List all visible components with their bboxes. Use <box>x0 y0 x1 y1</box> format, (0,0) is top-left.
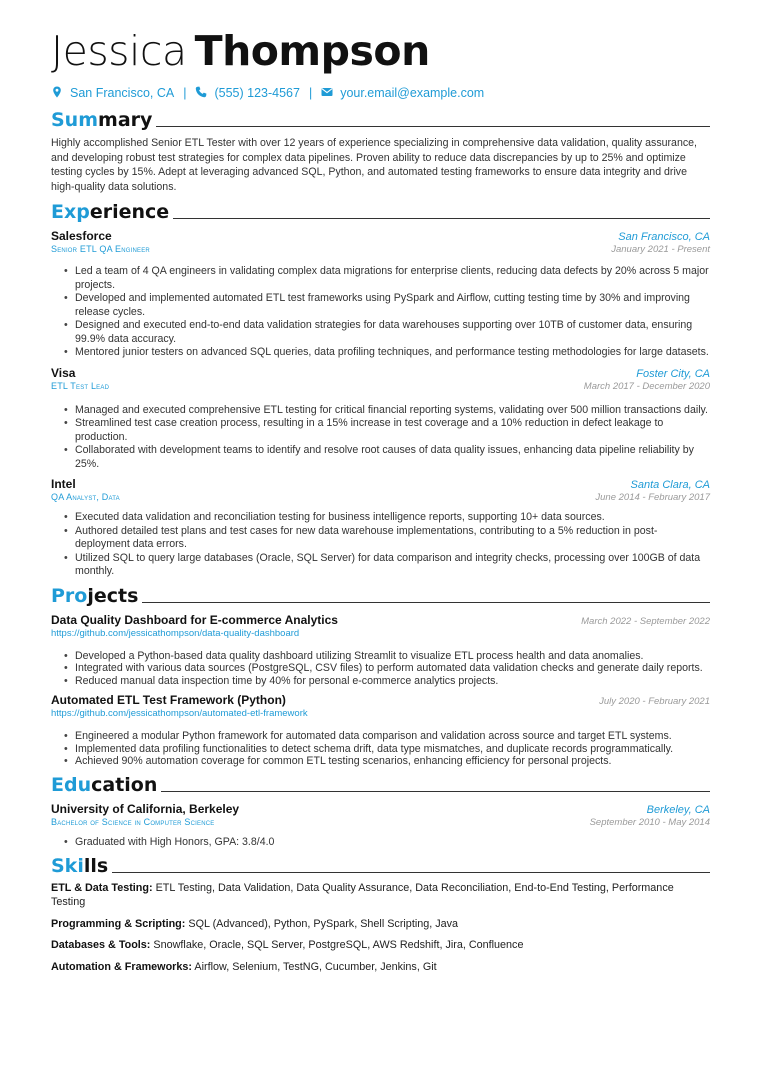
skill-category: Automation & Frameworks: <box>51 960 192 973</box>
section-title: Summary <box>51 109 153 131</box>
skill-row <box>51 881 710 909</box>
phone-text: (555) 123-4567 <box>214 86 300 100</box>
list-item: • Implemented data profiling functionalities to detect schema drift, data type mismatches, and duplicate records programmatically. <box>75 743 710 756</box>
envelope-icon <box>321 86 340 101</box>
education-dates: September 2010 - May 2014 <box>589 816 710 828</box>
section-title: Skills <box>51 855 109 877</box>
job-subheader <box>51 492 710 506</box>
section-divider <box>161 791 710 792</box>
school-name: University of California, Berkeley <box>51 801 240 816</box>
section-title: Projects <box>51 584 139 607</box>
phone-icon <box>195 86 214 101</box>
skill-category: Databases & Tools: <box>51 939 151 951</box>
job-dates: March 2017 - December 2020 <box>583 380 710 392</box>
contact-line <box>51 85 710 101</box>
summary-heading <box>51 107 710 131</box>
list-item: • Engineered a modular Python framework for automated data comparison and validation across source and target ETL systems. <box>75 730 710 743</box>
section-divider <box>112 872 710 873</box>
section-title: Experience <box>51 201 170 223</box>
job-header <box>51 229 710 244</box>
job-location: Foster City, CA <box>636 367 710 380</box>
projects-list <box>51 613 710 768</box>
summary-text: Highly accomplished Senior ETL Tester with over 12 years of experience specializing in comprehensive data validation, quality assurance, and developing robust test strategies for complex data pipelines. Proven ability to reduce data discrepancies by up to 25% and optimize testing cycles by 15%. Adept at leveraging advanced SQL, Python, and automated testing frameworks to ensure data integrity and drive high-quality data solutions. <box>51 137 697 193</box>
project-name: Automated ETL Test Framework (Python) <box>51 693 286 707</box>
job-subheader <box>51 244 710 258</box>
skill-values: Airflow, Selenium, TestNG, Cucumber, Jenkins, Git <box>194 960 437 973</box>
job-location: San Francisco, CA <box>618 231 710 243</box>
school-location: Berkeley, CA <box>646 803 710 816</box>
job-title: QA Analyst, Data <box>51 492 120 502</box>
list-item: • Integrated with various data sources (PostgreSQL, CSV files) to perform automated data validation checks and generate daily reports. <box>75 662 710 675</box>
job-title: ETL Test Lead <box>51 380 110 391</box>
email-text: your.email@example.com <box>340 86 485 100</box>
project-link[interactable]: https://github.com/jessicathompson/data-quality-dashboard <box>51 627 300 639</box>
job-entry <box>51 229 710 360</box>
degree-name: Bachelor of Science in Computer Science <box>51 816 215 827</box>
skill-values: SQL (Advanced), Python, PySpark, Shell Scripting, Java <box>188 917 459 930</box>
section-title: Education <box>51 773 158 796</box>
list-item: • Streamlined test case creation process, resulting in a 15% increase in test coverage and a 10% reduction in defect leakage to production. <box>75 417 710 444</box>
skill-category: ETL & Data Testing: <box>51 882 153 894</box>
list-item: • Designed and executed end-to-end data validation strategies for data warehouses supporting over 10TB of customer data, ensuring 99.9% data accuracy. <box>75 319 710 346</box>
job-location: Santa Clara, CA <box>630 479 710 491</box>
job-subheader <box>51 381 710 395</box>
project-dates: July 2020 - February 2021 <box>599 696 710 707</box>
experience-heading <box>51 199 710 223</box>
company-name: Salesforce <box>51 229 112 243</box>
job-bullets <box>51 404 710 472</box>
list-item: • Collaborated with development teams to identify and resolve root causes of data quality issues, enhancing data pipeline reliability by 25%. <box>75 444 710 471</box>
list-item: • Reduced manual data inspection time by 40% for personal e-commerce analytics projects. <box>75 675 710 688</box>
list-item: • Authored detailed test plans and test cases for new data warehouse implementations, contributing to a 5% reduction in post-deployment data errors. <box>75 525 710 552</box>
list-item: • Developed a Python-based data quality dashboard utilizing Streamlit to visualize ETL process health and data anomalies. <box>75 650 710 663</box>
list-item: • Executed data validation and reconciliation testing for business intelligence reports, supporting 10+ data sources. <box>75 511 710 525</box>
company-name: Intel <box>51 477 76 491</box>
list-item: • Utilized SQL to query large databases (Oracle, SQL Server) for data comparison and integrity checks, processing over 100GB of data monthly. <box>75 552 710 579</box>
candidate-name <box>51 28 710 74</box>
education-bullets <box>51 836 710 850</box>
job-entry <box>51 477 710 579</box>
project-header <box>51 693 710 708</box>
skill-category: Programming & Scripting: <box>51 917 186 930</box>
job-dates: January 2021 - Present <box>611 244 710 255</box>
project-link[interactable]: https://github.com/jessicathompson/automated-etl-framework <box>51 708 308 719</box>
skill-row <box>51 938 710 952</box>
location-text: San Francisco, CA <box>70 86 175 100</box>
list-item: • Developed and implemented automated ETL test frameworks using PySpark and Airflow, cutting testing time by 30% and improving release cycles. <box>75 292 710 319</box>
project-subheader <box>51 628 710 642</box>
project-dates: March 2022 - September 2022 <box>581 615 710 627</box>
section-divider <box>156 126 710 127</box>
project-header <box>51 613 710 628</box>
list-item: • Managed and executed comprehensive ETL testing for critical financial reporting systems, validating over 500 million transactions daily. <box>75 404 710 418</box>
map-marker-icon <box>51 86 70 101</box>
education-entry <box>51 802 710 850</box>
last-name: Thompson <box>194 27 430 75</box>
skill-row <box>51 917 710 931</box>
job-dates: June 2014 - February 2017 <box>595 492 710 503</box>
skills-list <box>51 881 710 974</box>
skill-values: Snowflake, Oracle, SQL Server, PostgreSQL, AWS Redshift, Jira, Confluence <box>153 939 524 951</box>
job-bullets <box>51 265 710 360</box>
company-name: Visa <box>51 365 76 380</box>
list-item: • Led a team of 4 QA engineers in validating complex data migrations for enterprise clients, reducing data defects by 20% across 5 major projects. <box>75 265 710 292</box>
skills-heading <box>51 853 710 877</box>
contact-location <box>51 86 174 101</box>
job-entry <box>51 366 710 472</box>
projects-heading <box>51 583 710 607</box>
job-header <box>51 366 710 381</box>
contact-separator: | <box>183 86 187 100</box>
section-divider <box>142 602 710 603</box>
list-item: • Mentored junior testers on advanced SQL queries, data profiling techniques, and performance testing methodologies for large datasets. <box>75 346 710 360</box>
contact-phone[interactable] <box>195 86 299 101</box>
contact-separator: | <box>308 86 313 100</box>
project-subheader <box>51 708 710 722</box>
first-name: Jessica <box>51 27 187 75</box>
contact-email[interactable] <box>321 86 484 101</box>
project-name: Data Quality Dashboard for E-commerce Analytics <box>51 612 338 627</box>
project-bullets <box>51 730 710 768</box>
list-item: • Achieved 90% automation coverage for common ETL testing scenarios, enhancing efficiency for personal projects. <box>75 755 710 768</box>
section-divider <box>173 218 710 219</box>
skill-row <box>51 960 710 974</box>
project-entry <box>51 613 710 688</box>
project-bullets <box>51 650 710 688</box>
list-item: • Graduated with High Honors, GPA: 3.8/4.0 <box>75 836 710 850</box>
experience-list <box>51 229 710 579</box>
skill-values: ETL Testing, Data Validation, Data Quality Assurance, Data Reconciliation, End-to-End Testing, Performance Testing <box>51 882 674 908</box>
job-header <box>51 477 710 492</box>
project-entry <box>51 693 710 768</box>
job-bullets <box>51 511 710 579</box>
job-title: Senior ETL QA Engineer <box>51 244 150 254</box>
education-heading <box>51 772 710 796</box>
